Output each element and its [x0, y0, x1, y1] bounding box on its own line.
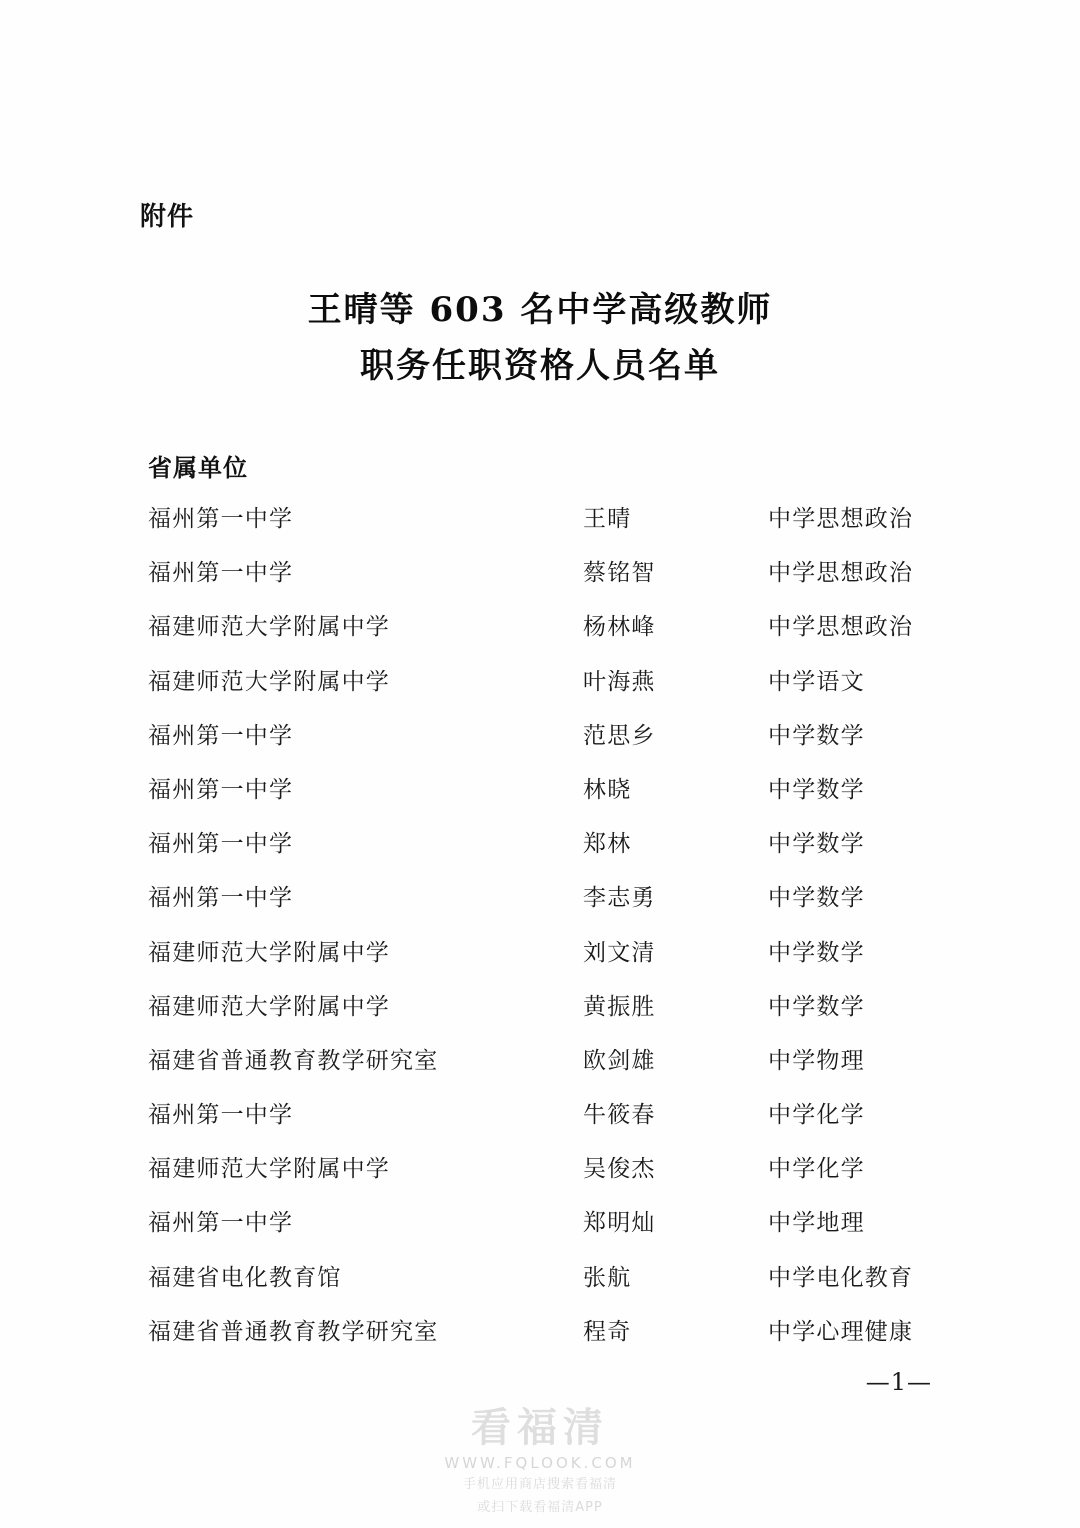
row-unit: 福州第一中学: [148, 722, 294, 749]
row-name: 郑明灿: [583, 1210, 656, 1237]
row-unit: 福建师范大学附属中学: [148, 1156, 390, 1183]
row-subject: 中学思想政治: [768, 560, 914, 587]
page-number: —1—: [865, 1368, 932, 1396]
table-row: [148, 771, 948, 825]
row-unit: 福州第一中学: [148, 885, 294, 912]
watermark-url: WWW.FQLOOK.COM: [444, 1454, 636, 1472]
row-name: 杨林峰: [583, 614, 656, 641]
row-unit: 福州第一中学: [148, 831, 294, 858]
table-row: [148, 1042, 948, 1096]
row-name: 刘文清: [583, 939, 656, 966]
row-subject: 中学数学: [768, 939, 865, 966]
watermark: [0, 1405, 1080, 1518]
watermark-title: 看福清: [471, 1405, 609, 1451]
row-name: 郑林: [583, 831, 632, 858]
table-row: [148, 1259, 948, 1313]
row-name: 吴俊杰: [583, 1156, 656, 1183]
table-row: [148, 825, 948, 879]
row-name: 蔡铭智: [583, 560, 656, 587]
table-row: [148, 934, 948, 988]
attachment-label: 附件: [140, 202, 195, 232]
row-subject: 中学数学: [768, 722, 865, 749]
row-subject: 中学语文: [768, 668, 865, 695]
row-unit: 福州第一中学: [148, 506, 294, 532]
row-unit: 福州第一中学: [148, 1210, 294, 1237]
title-line-2: 职务任职资格人员名单: [360, 346, 720, 387]
row-unit: 福州第一中学: [148, 1102, 294, 1129]
row-name: 范思乡: [583, 722, 656, 749]
row-subject: 中学地理: [768, 1210, 865, 1237]
row-subject: 中学数学: [768, 885, 865, 912]
table-row: [148, 879, 948, 933]
row-name: 李志勇: [583, 885, 656, 912]
row-subject: 中学化学: [768, 1156, 865, 1183]
row-name: 王晴: [583, 506, 632, 532]
row-name: 林晓: [583, 776, 632, 803]
row-unit: 福建师范大学附属中学: [148, 668, 390, 695]
row-unit: 福建师范大学附属中学: [148, 939, 390, 966]
row-unit: 福建师范大学附属中学: [148, 614, 390, 641]
row-unit: 福建师范大学附属中学: [148, 993, 390, 1020]
table-row: [148, 554, 948, 608]
table-row: [148, 717, 948, 771]
row-subject: 中学数学: [768, 776, 865, 803]
row-subject: 中学化学: [768, 1102, 865, 1129]
table-row: [148, 1313, 948, 1367]
table-row: [148, 1204, 948, 1258]
table-row: [148, 663, 948, 717]
row-unit: 福建省电化教育馆: [148, 1264, 342, 1291]
row-unit: 福建省普通教育教学研究室: [148, 1047, 439, 1074]
row-unit: 福建省普通教育教学研究室: [148, 1318, 439, 1345]
section-heading: 省属单位: [148, 454, 248, 482]
page-title: [0, 282, 1080, 394]
watermark-subtext-1: 手机应用商店搜索看福清: [462, 1477, 617, 1492]
row-unit: 福州第一中学: [148, 776, 294, 803]
row-name: 程奇: [583, 1318, 632, 1345]
row-unit: 福州第一中学: [148, 560, 294, 587]
row-name: 牛筱春: [583, 1102, 656, 1129]
row-subject: 中学物理: [768, 1047, 865, 1074]
table-row: [148, 1096, 948, 1150]
title-line-1: 王晴等 603 名中学高级教师: [307, 290, 773, 330]
row-subject: 中学思想政治: [768, 506, 914, 532]
row-name: 叶海燕: [583, 668, 656, 695]
row-subject: 中学思想政治: [768, 614, 914, 641]
row-name: 黄振胜: [583, 993, 656, 1020]
table-row: [148, 608, 948, 662]
row-subject: 中学心理健康: [768, 1318, 914, 1345]
row-name: 张航: [583, 1264, 632, 1291]
row-subject: 中学数学: [768, 993, 865, 1020]
roster-list: [148, 500, 948, 1367]
table-row: [148, 500, 948, 554]
row-subject: 中学数学: [768, 831, 865, 858]
watermark-subtext-2: 或扫下载看福清APP: [477, 1499, 603, 1515]
row-name: 欧剑雄: [583, 1047, 656, 1074]
table-row: [148, 988, 948, 1042]
row-subject: 中学电化教育: [768, 1264, 914, 1291]
table-row: [148, 1150, 948, 1204]
